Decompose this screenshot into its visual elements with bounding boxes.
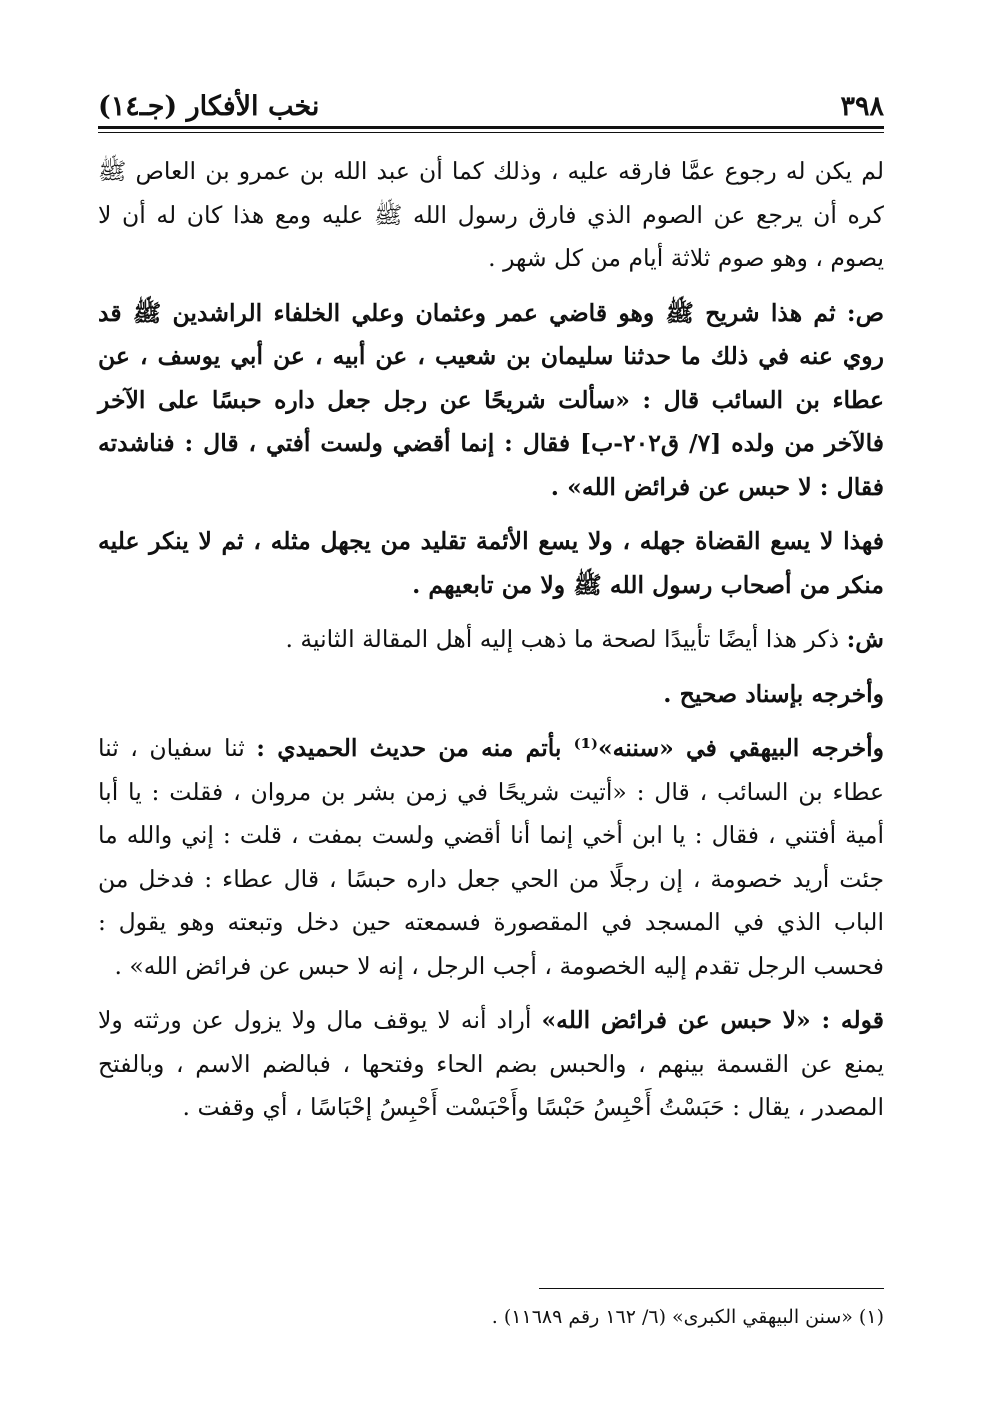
paragraph [98,150,884,281]
paragraph [98,618,884,662]
page-number: ٣٩٨ [840,90,884,122]
paragraph [98,673,884,717]
header-rule-thick [98,126,884,129]
paragraph-text: ص: ثم هذا شريح ﷺ وهو قاضي عمر وعثمان وعلي الخلفاء الراشدين ﷺ قد روي عنه في ذلك ما حدثنا سليمان بن شعيب ، عن أبيه ، عن أبي يوسف ، عن عطاء بن السائب قال : «سألت شريحًا عن رجل جعل داره حبسًا على الآخر فالآخر من ولده [٧/ ق٢٠٢-ب] فقال : إنما أقضي ولست أفتي ، قال : فناشدته فقال : لا حبس عن فرائض الله» . [98,298,884,501]
footnote: (١) «سنن البيهقي الكبرى» (٦/ ١٦٢ رقم ١١٦٨٩) . [491,1306,884,1328]
paragraph-label: وأخرجه البيهقي في «سننه»⁽¹⁾ بأتم منه من حديث الحميدي : [256,734,884,762]
paragraph-text: أراد أنه لا يوقف مال ولا يزول عن ورثته ولا يمنع عن القسمة بينهم ، والحبس بضم الحاء وفتحها ، فبالضم الاسم ، وبالفتح المصدر ، يقال : حَبَسْتُ أَحْبِسُ حَبْسًا وأَحْبَسْت أَحْبِسُ إحْبَاسًا ، أي وقفت . [98,1006,884,1121]
footnote-rule [539,1288,884,1289]
paragraph-text: ثنا سفيان ، ثنا عطاء بن السائب ، قال : «أتيت شريحًا في زمن بشر بن مروان ، فقلت : يا أبا أمية أفتني ، فقال : يا ابن أخي إنما أنا أقضي ولست بمفت ، قلت : إني والله ما جئت أريد خصومة ، إن رجلًا من الحي جعل داره حبسًا ، قال عطاء : فدخل من الباب الذي في المسجد في المقصورة فسمعته حين دخل وتبعته وهو يقول : فحسب الرجل تقدم إليه الخصومة ، أجب الرجل ، إنه لا حبس عن فرائض الله» . [98,734,884,980]
page-header [98,84,884,128]
paragraph-text: فهذا لا يسع القضاة جهله ، ولا يسع الأئمة تقليد من يجهل مثله ، ثم لا ينكر عليه منكر من أصحاب رسول الله ﷺ ولا من تابعيهم . [98,527,884,599]
paragraph [98,999,884,1130]
paragraph-text: لم يكن له رجوع عمَّا فارقه عليه ، وذلك كما أن عبد الله بن عمرو بن العاص ﷺ كره أن يرجع عن الصوم الذي فارق رسول الله ﷺ عليه ومع هذا كان له أن لا يصوم ، وهو صوم ثلاثة أيام من كل شهر . [98,157,884,272]
paragraph [98,520,884,607]
main-text [98,150,884,1141]
header-rule-thin [98,132,884,133]
paragraph-text: وأخرجه بإسناد صحيح . [663,679,884,708]
book-title: نخب الأفكار (جـ١٤) [98,90,320,122]
paragraph-label: قوله : «لا حبس عن فرائض الله» [541,1006,884,1034]
paragraph-text: ذكر هذا أيضًا تأييدًا لصحة ما ذهب إليه أهل المقالة الثانية . [285,625,847,653]
paragraph-label: ش: [846,625,884,653]
paragraph [98,292,884,510]
paragraph [98,727,884,988]
